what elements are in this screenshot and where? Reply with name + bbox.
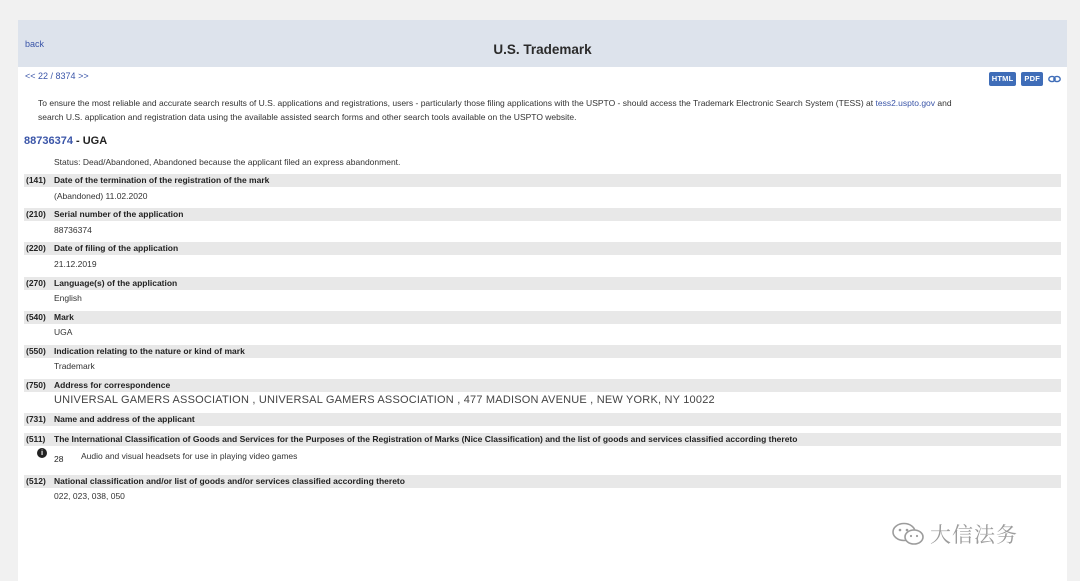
- page-header: [18, 20, 1067, 67]
- field-code: (141): [26, 175, 46, 185]
- field-label: Address for correspondence: [54, 380, 171, 390]
- record-position: 22 / 8374: [38, 71, 76, 81]
- field-270-value: English: [54, 293, 82, 303]
- field-210-value: 88736374: [54, 225, 92, 235]
- record-pager: [25, 71, 89, 81]
- field-code: (750): [26, 380, 46, 390]
- field-code: (550): [26, 346, 46, 356]
- field-220-header: [24, 242, 1061, 255]
- field-270-header: [24, 277, 1061, 290]
- field-141-header: [24, 174, 1061, 187]
- field-label: Date of the termination of the registration of the mark: [54, 175, 270, 185]
- field-511-header: [24, 433, 1061, 446]
- field-code: (540): [26, 312, 46, 322]
- next-record-link[interactable]: >>: [78, 71, 89, 81]
- nice-class-description: Audio and visual headsets for use in playing video games: [81, 451, 298, 461]
- field-label: Serial number of the application: [54, 209, 184, 219]
- field-label: Indication relating to the nature or kind of mark: [54, 346, 245, 356]
- field-code: (512): [26, 476, 46, 486]
- field-label: Name and address of the applicant: [54, 414, 195, 424]
- field-512-header: [24, 475, 1061, 488]
- notice-text-line2: search U.S. application and registration data using the available assisted search forms and other search tools available on the USPTO website.: [38, 112, 577, 122]
- field-512-value: 022, 023, 038, 050: [54, 491, 125, 501]
- field-220-value: 21.12.2019: [54, 259, 97, 269]
- back-link[interactable]: back: [25, 39, 45, 49]
- mark-heading: [24, 135, 107, 147]
- page-title: U.S. Trademark: [493, 42, 592, 57]
- field-210-header: [24, 208, 1061, 221]
- tess-link[interactable]: tess2.uspto.gov: [875, 98, 936, 108]
- pdf-export-button[interactable]: PDF: [1021, 72, 1043, 86]
- info-icon[interactable]: i: [37, 448, 47, 458]
- field-label: Date of filing of the application: [54, 243, 179, 253]
- mark-name: UGA: [82, 135, 108, 147]
- field-550-value: Trademark: [54, 361, 95, 371]
- field-label: National classification and/or list of goods and/or services classified according thereto: [54, 476, 405, 486]
- field-750-value: UNIVERSAL GAMERS ASSOCIATION , UNIVERSAL GAMERS ASSOCIATION , 477 MADISON AVENUE , NEW YORK, NY 10022: [54, 394, 715, 406]
- field-540-header: [24, 311, 1061, 324]
- trademark-page: [18, 20, 1067, 581]
- field-label: The International Classification of Goods and Services for the Purposes of the Registration of Marks (Nice Classification) and the list of goods and services classified according thereto: [54, 434, 798, 444]
- wechat-icon: [891, 521, 925, 547]
- field-731-header: [24, 413, 1061, 426]
- notice-text-mid: and: [935, 98, 952, 108]
- status-text: Status: Dead/Abandoned, Abandoned because the applicant filed an express abandonment.: [54, 157, 401, 167]
- html-export-button[interactable]: HTML: [989, 72, 1017, 86]
- serial-number-link[interactable]: 88736374: [24, 135, 73, 147]
- field-code: (220): [26, 243, 46, 253]
- prev-record-link[interactable]: <<: [25, 71, 36, 81]
- field-141-value: (Abandoned) 11.02.2020: [54, 191, 148, 201]
- watermark-text: 大信法务: [930, 524, 1018, 547]
- notice-text: To ensure the most reliable and accurate search results of U.S. applications and registrations, users - particularly those filing applications with the USPTO - should access the Trademark Electronic Search System (TESS) at: [38, 98, 876, 108]
- field-750-header: [24, 379, 1061, 392]
- watermark: [891, 519, 1018, 549]
- field-code: (511): [26, 434, 46, 444]
- nice-class-number: 28: [54, 454, 64, 464]
- export-tools: [989, 72, 1061, 86]
- field-540-value: UGA: [54, 327, 73, 337]
- field-550-header: [24, 345, 1061, 358]
- field-code: (210): [26, 209, 46, 219]
- field-code: (731): [26, 414, 46, 424]
- mark-separator: -: [72, 135, 83, 147]
- field-label: Mark: [54, 312, 74, 322]
- link-icon[interactable]: [1048, 75, 1061, 83]
- tess-notice: [38, 96, 1056, 124]
- field-label: Language(s) of the application: [54, 278, 178, 288]
- field-code: (270): [26, 278, 46, 288]
